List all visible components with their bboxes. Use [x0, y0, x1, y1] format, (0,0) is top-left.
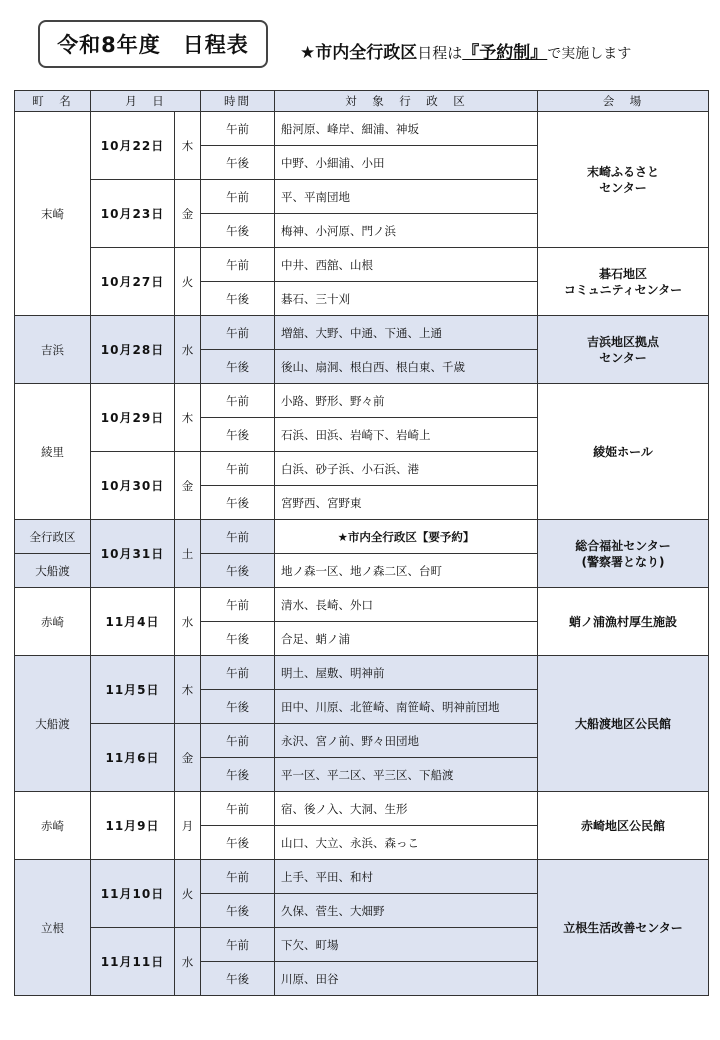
date-cell: 10月27日: [91, 248, 175, 316]
venue-label: 綾姫ホール: [593, 444, 653, 459]
date-cell: 10月23日: [91, 180, 175, 248]
weekday-cell: 火: [175, 860, 201, 928]
notice-tail: で実施します: [547, 46, 632, 62]
time-cell: 午後: [201, 962, 275, 996]
venue-label: 吉浜地区拠点 センター: [586, 334, 659, 365]
time-cell: 午前: [201, 452, 275, 486]
header-areas: 対 象 行 政 区: [275, 91, 538, 112]
town-cell: 末崎: [15, 112, 91, 316]
town-cell: 赤崎: [15, 792, 91, 860]
areas-cell: 明土、屋敷、明神前: [275, 656, 538, 690]
areas-cell: 白浜、砂子浜、小石浜、港: [275, 452, 538, 486]
venue-cell: [538, 248, 709, 316]
time-cell: 午後: [201, 282, 275, 316]
areas-cell: 永沢、宮ノ前、野々田団地: [275, 724, 538, 758]
time-cell: 午前: [201, 928, 275, 962]
town-cell: 大船渡: [15, 554, 91, 588]
table-row: [15, 656, 709, 690]
notice-mid: 日程は: [417, 44, 463, 62]
time-cell: 午前: [201, 112, 275, 146]
venue-cell: [538, 792, 709, 860]
weekday-cell: 水: [175, 316, 201, 384]
areas-cell: 宿、後ノ入、大洞、生形: [275, 792, 538, 826]
areas-cell: 石浜、田浜、岩崎下、岩崎上: [275, 418, 538, 452]
areas-cell: 小路、野形、野々前: [275, 384, 538, 418]
date-cell: 10月22日: [91, 112, 175, 180]
time-cell: 午前: [201, 724, 275, 758]
weekday-cell: 月: [175, 792, 201, 860]
header-date: 月 日: [91, 91, 201, 112]
weekday-cell: 金: [175, 724, 201, 792]
date-cell: 10月30日: [91, 452, 175, 520]
date-cell: 11月6日: [91, 724, 175, 792]
time-cell: 午後: [201, 554, 275, 588]
weekday-cell: 金: [175, 180, 201, 248]
venue-cell: [538, 656, 709, 792]
areas-cell: 船河原、峰岸、細浦、神坂: [275, 112, 538, 146]
time-cell: 午前: [201, 316, 275, 350]
areas-cell: 平、平南団地: [275, 180, 538, 214]
venue-label: 立根生活改善センター: [563, 920, 683, 935]
town-cell: 赤崎: [15, 588, 91, 656]
venue-cell: [538, 588, 709, 656]
areas-cell: 上手、平田、和村: [275, 860, 538, 894]
weekday-cell: 水: [175, 588, 201, 656]
venue-cell: [538, 316, 709, 384]
areas-cell: 合足、蛸ノ浦: [275, 622, 538, 656]
areas-cell: 地ノ森一区、地ノ森二区、台町: [275, 554, 538, 588]
time-cell: 午前: [201, 520, 275, 554]
date-cell: 11月10日: [91, 860, 175, 928]
areas-cell: 田中、川原、北笹崎、南笹崎、明神前団地: [275, 690, 538, 724]
table-row: [15, 520, 709, 554]
table-row: [15, 248, 709, 282]
date-cell: 11月9日: [91, 792, 175, 860]
time-cell: 午後: [201, 826, 275, 860]
weekday-cell: 木: [175, 656, 201, 724]
time-cell: 午後: [201, 758, 275, 792]
time-cell: 午前: [201, 588, 275, 622]
weekday-cell: 土: [175, 520, 201, 588]
time-cell: 午後: [201, 622, 275, 656]
areas-cell: 梅神、小河原、門ノ浜: [275, 214, 538, 248]
date-cell: 11月11日: [91, 928, 175, 996]
areas-cell: ★市内全行政区【要予約】: [275, 520, 538, 554]
venue-cell: [538, 860, 709, 996]
schedule-table: [14, 90, 709, 996]
time-cell: 午前: [201, 384, 275, 418]
table-row: [15, 792, 709, 826]
venue-cell: [538, 112, 709, 248]
table-row: [15, 316, 709, 350]
table-row: [15, 112, 709, 146]
header-venue: 会 場: [538, 91, 709, 112]
header-time: 時間: [201, 91, 275, 112]
date-cell: 11月5日: [91, 656, 175, 724]
weekday-cell: 木: [175, 384, 201, 452]
town-cell: 綾里: [15, 384, 91, 520]
time-cell: 午前: [201, 248, 275, 282]
time-cell: 午前: [201, 656, 275, 690]
time-cell: 午後: [201, 690, 275, 724]
time-cell: 午前: [201, 792, 275, 826]
areas-cell: 川原、田谷: [275, 962, 538, 996]
time-cell: 午後: [201, 146, 275, 180]
time-cell: 午後: [201, 350, 275, 384]
time-cell: 午後: [201, 418, 275, 452]
weekday-cell: 火: [175, 248, 201, 316]
venue-cell: [538, 384, 709, 520]
areas-cell: 碁石、三十刈: [275, 282, 538, 316]
venue-cell: [538, 520, 709, 588]
town-cell: 吉浜: [15, 316, 91, 384]
time-cell: 午前: [201, 860, 275, 894]
town-cell: 大船渡: [15, 656, 91, 792]
areas-cell: 中井、西舘、山根: [275, 248, 538, 282]
venue-label: 赤崎地区公民館: [580, 818, 665, 833]
notice-star-text: ★市内全行政区: [300, 43, 418, 63]
time-cell: 午後: [201, 214, 275, 248]
town-cell: 立根: [15, 860, 91, 996]
areas-cell: 増舘、大野、中通、下通、上通: [275, 316, 538, 350]
weekday-cell: 水: [175, 928, 201, 996]
areas-cell: 宮野西、宮野東: [275, 486, 538, 520]
date-cell: 10月29日: [91, 384, 175, 452]
areas-cell: 久保、菅生、大畑野: [275, 894, 538, 928]
venue-label: 蛸ノ浦漁村厚生施設: [568, 614, 677, 629]
table-row: [15, 588, 709, 622]
header-town: 町 名: [15, 91, 91, 112]
weekday-cell: 木: [175, 112, 201, 180]
table-row: [15, 860, 709, 894]
areas-cell: 下欠、町場: [275, 928, 538, 962]
weekday-cell: 金: [175, 452, 201, 520]
areas-cell: 清水、長崎、外口: [275, 588, 538, 622]
table-header-row: [15, 91, 709, 112]
notice-emphasis: 『予約制』: [462, 43, 548, 63]
date-cell: 10月31日: [91, 520, 175, 588]
venue-label: 末崎ふるさと センター: [586, 164, 659, 195]
areas-cell: 後山、扇洞、根白西、根白東、千歳: [275, 350, 538, 384]
page-title: 令和8年度 日程表: [38, 20, 268, 68]
time-cell: 午後: [201, 486, 275, 520]
venue-label: 総合福祉センター (警察署となり): [575, 538, 671, 569]
time-cell: 午後: [201, 894, 275, 928]
venue-label: 碁石地区 コミュニティセンター: [563, 266, 683, 297]
time-cell: 午前: [201, 180, 275, 214]
date-cell: 11月4日: [91, 588, 175, 656]
town-cell: 全行政区: [15, 520, 91, 554]
areas-cell: 平一区、平二区、平三区、下船渡: [275, 758, 538, 792]
date-cell: 10月28日: [91, 316, 175, 384]
reservation-notice: [300, 38, 631, 63]
table-row: [15, 384, 709, 418]
areas-cell: 山口、大立、永浜、森っこ: [275, 826, 538, 860]
venue-label: 大船渡地区公民館: [574, 716, 671, 731]
areas-cell: 中野、小細浦、小田: [275, 146, 538, 180]
